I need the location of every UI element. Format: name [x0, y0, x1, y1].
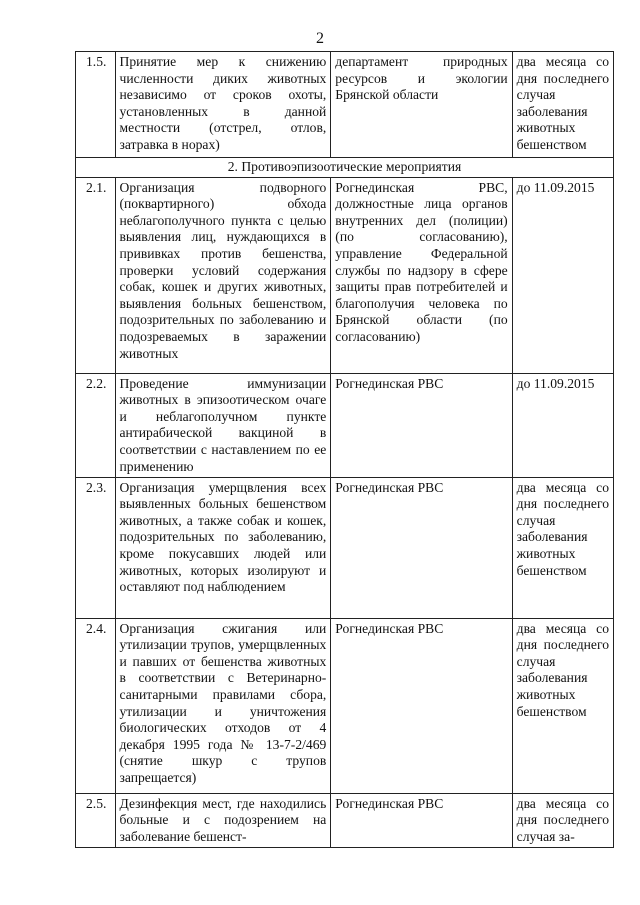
measure-text: Организация умерщвления всех выявленных больных бешенством животных, а также собак и кошек, подозрительных по заболеванию, кроме покусавших людей или животных, которых изолируют и оставляют под наблюдением	[115, 477, 331, 618]
table-row	[76, 373, 614, 477]
executor-text: департамент природных ресурсов и экологии Брянской области	[331, 52, 512, 158]
row-number: 1.5.	[76, 52, 116, 158]
row-number: 2.4.	[76, 618, 116, 793]
measure-text: Организация подворного (поквартирного) обхода неблагополучного пункта с целью выявления лиц, нуждающихся в прививках против бешенства, проверки условий содержания собак, кошек и других животных, выявления больных бешенством, подозрительных по заболеванию и подозреваемых в заражении животных	[115, 177, 331, 373]
measure-text: Дезинфекция мест, где находились больные и с подозрением на заболевание бешенст-	[115, 793, 331, 847]
executor-text: Рогнединская РВС	[331, 477, 512, 618]
measure-text: Принятие мер к снижению численности диких животных независимо от сроков охоты, установленных в данной местности (отстрел, отлов, затравка в норах)	[115, 52, 331, 158]
term-text: два месяца со дня последнего случая заболевания животных бешенством	[512, 477, 613, 618]
term-text: два месяца со дня последнего случая заболевания животных бешенством	[512, 52, 613, 158]
section-title: 2. Противоэпизоотические мероприятия	[76, 158, 614, 178]
executor-text: Рогнединская РВС	[331, 793, 512, 847]
row-number: 2.3.	[76, 477, 116, 618]
executor-text: Рогнединская РВС	[331, 618, 512, 793]
term-text: два месяца со дня последнего случая заболевания животных бешенством	[512, 618, 613, 793]
section-header-row	[76, 158, 614, 178]
table-row	[76, 793, 614, 847]
table-row	[76, 618, 614, 793]
table-row	[76, 177, 614, 373]
page-number: 2	[316, 30, 324, 47]
row-number: 2.5.	[76, 793, 116, 847]
row-number: 2.1.	[76, 177, 116, 373]
measures-table	[75, 51, 614, 848]
executor-text: Рогнединская РВС, должностные лица органов внутренних дел (полиции) (по согласованию), управление Федеральной службы по надзору в сфере защиты прав потребителей и благополучия человека по Брянской области (по согласованию)	[331, 177, 512, 373]
table-row	[76, 52, 614, 158]
row-number: 2.2.	[76, 373, 116, 477]
measure-text: Организация сжигания или утилизации трупов, умерщвленных и павших от бешенства животных в соответствии с Ветеринарно-санитарными правилами сбора, утилизации и уничтожения биологических отходов от 4 декабря 1995 года № 13-7-2/469 (снятие шкур с трупов запрещается)	[115, 618, 331, 793]
table-row	[76, 477, 614, 618]
term-text: до 11.09.2015	[512, 373, 613, 477]
measure-text: Проведение иммунизации животных в эпизоотическом очаге и неблагополучном пункте антирабической вакциной в соответствии с наставлением по ее применению	[115, 373, 331, 477]
term-text: два месяца со дня последнего случая за-	[512, 793, 613, 847]
executor-text: Рогнединская РВС	[331, 373, 512, 477]
term-text: до 11.09.2015	[512, 177, 613, 373]
